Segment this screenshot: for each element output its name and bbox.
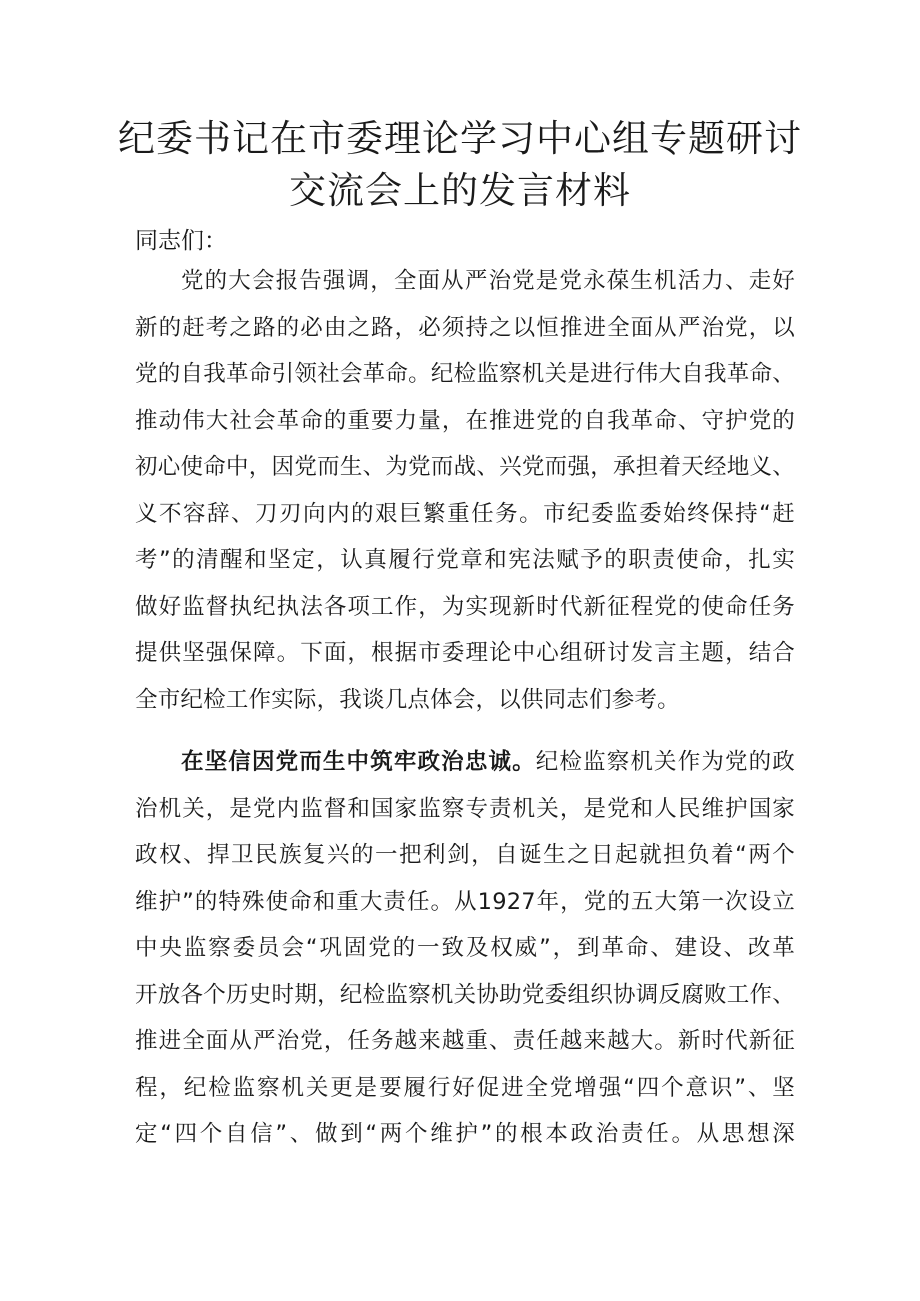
document-title-line-1: 纪委书记在市委理论学习中心组专题研讨 [118, 117, 802, 160]
paragraph-line: 做好监督执纪执法各项工作，为实现新时代新征程党的使命任务 [135, 593, 795, 620]
paragraph-line: 定“四个自信”、做到“两个维护”的根本政治责任。从思想深 [135, 1121, 795, 1147]
paragraph-line: 开放各个历史时期，纪检监察机关协助党委组织协调反腐败工作、 [135, 981, 795, 1008]
paragraph-line: 义不容辞、刀刃向内的艰巨繁重任务。市纪委监委始终保持“赶 [135, 500, 795, 527]
paragraph-2 [135, 739, 795, 1158]
paragraph-line: 程，纪检监察机关更是要履行好促进全党增强“四个意识”、坚 [135, 1074, 795, 1101]
paragraph-line: 党的自我革命引领社会革命。纪检监察机关是进行伟大自我革命、 [135, 361, 795, 387]
paragraph-line: 政权、捍卫民族复兴的一把利剑，自诞生之日起就担负着“两个 [135, 842, 795, 868]
paragraph-first-line [135, 739, 795, 786]
paragraph-line: 全市纪检工作实际，我谈几点体会，以供同志们参考。 [135, 686, 680, 713]
paragraph-line: 推动伟大社会革命的重要力量，在推进党的自我革命、守护党的 [135, 407, 795, 434]
paragraph-line: 中央监察委员会“巩固党的一致及权威”，到革命、建设、改革 [135, 935, 795, 961]
paragraph-text: 纪检监察机关作为党的政 [535, 749, 795, 775]
paragraph-line: 初心使命中，因党而生、为党而战、兴党而强，承担着天经地义、 [135, 454, 795, 480]
paragraph-line: 推进全面从严治党，任务越来越重、责任越来越大。新时代新征 [135, 1028, 795, 1054]
paragraph-line: 治机关，是党内监督和国家监察专责机关，是党和人民维护国家 [135, 795, 795, 822]
paragraph-line: 党的大会报告强调，全面从严治党是党永葆生机活力、走好 [181, 268, 795, 294]
salutation: 同志们： [135, 228, 227, 254]
paragraph-line: 考”的清醒和坚定，认真履行党章和宪法赋予的职责使命，扎实 [135, 547, 795, 573]
paragraph-line: 维护”的特殊使命和重大责任。从1927年，党的五大第一次设立 [135, 888, 795, 915]
document-title-line-2: 交流会上的发言材料 [289, 169, 631, 212]
paragraph-line: 提供坚强保障。下面，根据市委理论中心组研讨发言主题，结合 [135, 640, 795, 666]
paragraph-line: 新的赶考之路的必由之路，必须持之以恒推进全面从严治党，以 [135, 314, 795, 341]
section-heading: 在坚信因党而生中筑牢政治忠诚。 [181, 749, 536, 775]
paragraph-1 [135, 258, 795, 723]
